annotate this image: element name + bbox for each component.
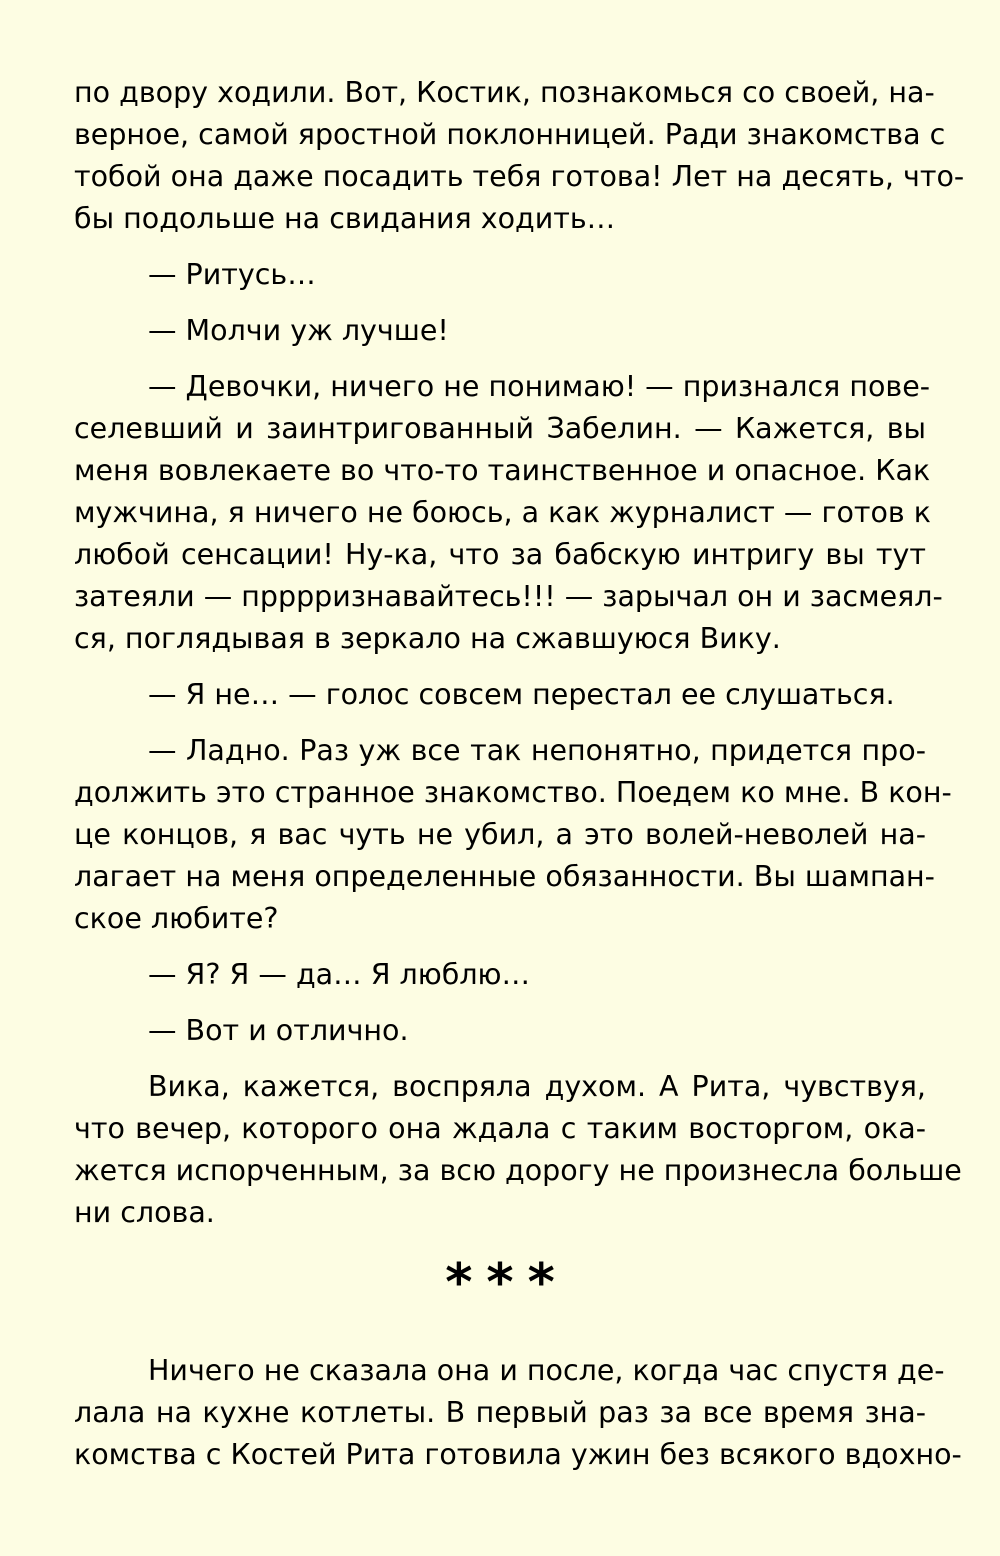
text-line: Вика, кажется, воспряла духом. А Рита, чувствуя, — [148, 1070, 926, 1103]
paragraph — [74, 1350, 962, 1476]
text-body-continued — [74, 1350, 962, 1476]
text-line: тобой она даже посадить тебя готова! Лет на десять, что- — [74, 160, 965, 193]
paragraph — [74, 730, 952, 940]
text-line: Ничего не сказала она и после, когда час спустя де- — [148, 1354, 945, 1387]
text-line: мужчина, я ничего не боюсь, а как журналист — готов к — [74, 496, 931, 529]
text-line: — Вот и отлично. — [148, 1014, 409, 1047]
text-line: верное, самой яростной поклонницей. Ради знакомства с — [74, 118, 946, 151]
text-line: — Я? Я — да… Я люблю… — [148, 958, 531, 991]
text-line: селевший и заинтригованный Забелин. — Кажется, вы — [74, 412, 926, 445]
paragraph — [74, 954, 926, 996]
paragraph — [74, 310, 926, 352]
text-line: ское любите? — [74, 902, 279, 935]
text-line: ни слова. — [74, 1196, 215, 1229]
text-line: комства с Костей Рита готовила ужин без всякого вдохно- — [74, 1438, 962, 1471]
text-line: — Молчи уж лучше! — [148, 314, 449, 347]
paragraph — [74, 1010, 926, 1052]
text-line: меня вовлекаете во что-то таинственное и опасное. Как — [74, 454, 931, 487]
text-line: — Я не… — голос совсем перестал ее слушаться. — [148, 678, 895, 711]
text-line: жется испорченным, за всю дорогу не произнесла больше — [74, 1154, 962, 1187]
paragraph — [74, 1066, 962, 1234]
text-line: — Ритусь… — [148, 258, 316, 291]
text-line: затеяли — прррризнавайтесь!!! — зарычал он и засмеял- — [74, 580, 943, 613]
text-line: по двору ходили. Вот, Костик, познакомься со своей, на- — [74, 76, 935, 109]
section-separator: *** — [445, 1253, 569, 1313]
paragraph — [74, 674, 926, 716]
paragraph — [74, 72, 965, 240]
text-line: це концов, я вас чуть не убил, а это волей-неволей на- — [74, 818, 926, 851]
text-line: должить это странное знакомство. Поедем ко мне. В кон- — [74, 776, 952, 809]
paragraph — [74, 254, 926, 296]
text-line: любой сенсации! Ну-ка, что за бабскую интригу вы тут — [74, 538, 926, 571]
text-line: ся, поглядывая в зеркало на сжавшуюся Вику. — [74, 622, 781, 655]
text-line: — Ладно. Раз уж все так непонятно, придется про- — [148, 734, 926, 767]
text-line: — Девочки, ничего не понимаю! — признался пове- — [148, 370, 931, 403]
text-line: бы подольше на свидания ходить… — [74, 202, 616, 235]
text-line: что вечер, которого она ждала с таким восторгом, ока- — [74, 1112, 926, 1145]
text-body — [74, 72, 965, 1234]
text-line: лагает на меня определенные обязанности. Вы шампан- — [74, 860, 935, 893]
text-line: лала на кухне котлеты. В первый раз за все время зна- — [74, 1396, 926, 1429]
paragraph — [74, 366, 943, 660]
